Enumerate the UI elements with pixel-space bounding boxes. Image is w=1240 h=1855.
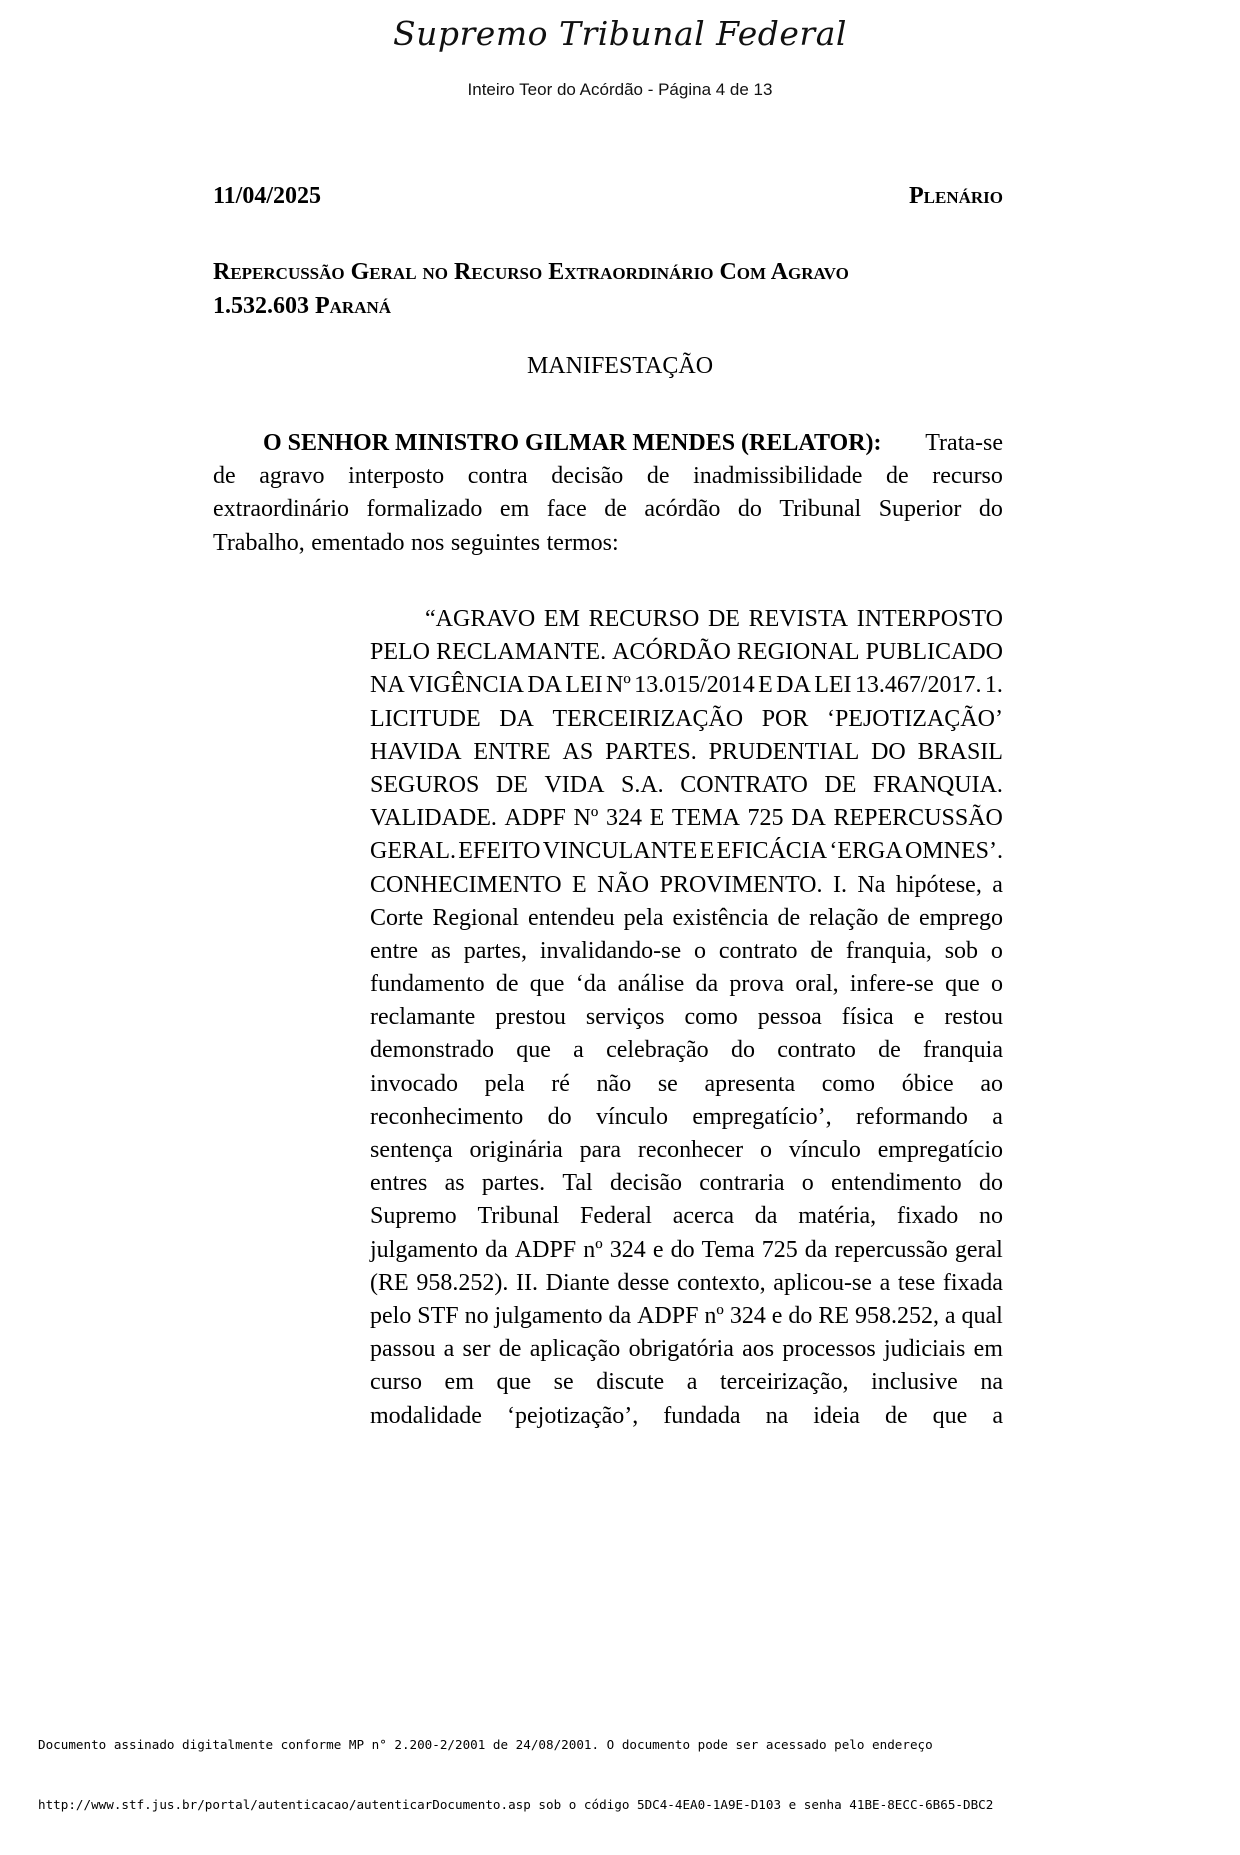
word: de [886, 463, 909, 490]
word: ACÓRDÃO [612, 639, 731, 666]
word: em [444, 1369, 474, 1396]
section-heading: MANIFESTAÇÃO [526, 353, 714, 379]
word: nº [583, 1236, 603, 1263]
quote-line [370, 1200, 1003, 1233]
word: julgamento [370, 1236, 478, 1263]
word: da [608, 1302, 632, 1329]
word: ao [980, 1070, 1003, 1097]
word: se [553, 1369, 574, 1396]
word: REGIONAL [736, 639, 860, 666]
word: processos [782, 1336, 876, 1363]
word: fixado [896, 1203, 959, 1230]
word: Supremo [370, 1203, 457, 1230]
speaker-label: O SENHOR MINISTRO GILMAR MENDES (RELATOR): [263, 430, 882, 456]
word: ‘pejotização’, [507, 1402, 639, 1429]
word: de [495, 971, 519, 998]
quote-line [370, 1167, 1003, 1200]
quote-line [370, 1034, 1003, 1067]
word: FRANQUIA. [872, 771, 1003, 798]
word: da [485, 1236, 508, 1263]
word: prova [729, 971, 785, 998]
word: EFICÁCIA [716, 838, 828, 865]
word: apresenta [704, 1070, 796, 1097]
word: terceirização, [719, 1369, 849, 1396]
word: acórdão [644, 496, 721, 523]
word: originária [469, 1137, 563, 1163]
word: VIGÊNCIA [408, 672, 524, 699]
word: E [649, 805, 665, 832]
word: entendeu [527, 904, 615, 931]
quote-line [370, 1267, 1003, 1300]
word: física [841, 1004, 894, 1031]
word: VALIDADE. [370, 805, 497, 832]
footer-line: Documento assinado digitalmente conforme MP n° 2.200-2/2001 de 24/08/2001. O documento pode ser acessado pelo endereço [38, 1737, 933, 1752]
word: I. [832, 871, 847, 898]
word: 13.015/2014 [634, 672, 755, 699]
word: Federal [580, 1203, 652, 1230]
word: Nº [573, 805, 599, 832]
word: de [777, 904, 801, 931]
quote-line [370, 769, 1003, 802]
word: pela [623, 904, 664, 931]
word: como [821, 1070, 876, 1097]
word: ser [462, 1336, 491, 1363]
word: do [670, 1236, 695, 1263]
word: a [992, 871, 1003, 898]
word: qual [961, 1302, 1003, 1329]
word: da [695, 971, 719, 998]
word: REPERCUSSÃO [833, 805, 1003, 832]
word: TEMA [671, 805, 740, 832]
word: STF [417, 1302, 459, 1329]
quote-line [370, 802, 1003, 835]
word: seguintes [450, 529, 541, 556]
word: ‘PEJOTIZAÇÃO’ [826, 705, 1003, 732]
word: 13.467/2017. [854, 672, 982, 699]
case-title [213, 255, 1003, 323]
word: extraordinário [213, 496, 349, 523]
case-title-line: 1.532.603 Paraná [213, 293, 392, 319]
word: reconhecer [637, 1137, 744, 1163]
quote-line [370, 1333, 1003, 1366]
word: (RE [370, 1269, 409, 1296]
word: EM [543, 606, 580, 632]
word: DA [527, 672, 563, 699]
word: aos [742, 1336, 775, 1363]
word: ‘ERGA [829, 838, 903, 865]
word: a [443, 1336, 455, 1363]
word: e [652, 1236, 664, 1263]
word: partes. [481, 1170, 546, 1197]
word: POR [761, 705, 809, 732]
word: entre [370, 937, 418, 964]
word: NÃO [597, 871, 650, 898]
word: CONTRATO [680, 771, 808, 798]
quote-line [370, 1068, 1003, 1101]
word: em [973, 1336, 1003, 1363]
word: Trabalho, [213, 529, 305, 556]
quote-line [370, 869, 1003, 902]
word: decisão [610, 1170, 682, 1197]
word: as [430, 937, 451, 964]
word: Tal [562, 1170, 593, 1197]
word: de [646, 463, 670, 490]
word: do [547, 1103, 572, 1130]
word: Tema [701, 1236, 755, 1263]
word: julgamento [494, 1302, 603, 1329]
word: que [945, 971, 980, 998]
quoted-ementa [370, 603, 1003, 1433]
word: decisão [551, 463, 624, 490]
word: II. [516, 1269, 538, 1296]
word: óbice [901, 1070, 954, 1097]
word: INTERPOSTO [856, 606, 1003, 632]
word: interposto [348, 463, 445, 490]
word: a [992, 1103, 1003, 1130]
word: HAVIDA [370, 738, 462, 765]
word: OMNES’. [904, 838, 1003, 865]
word: de [878, 1037, 901, 1064]
quote-line [370, 1400, 1003, 1433]
quote-line [370, 902, 1003, 935]
word: E [758, 672, 773, 699]
word: VINCULANTE [542, 838, 698, 865]
word: BRASIL [917, 738, 1003, 765]
word: LEI [814, 672, 852, 699]
word: PARTES. [605, 738, 697, 765]
word: ENTRE [473, 738, 551, 765]
word: LICITUDE [370, 705, 481, 732]
word: PROVIMENTO. [659, 871, 823, 898]
word: de [498, 1336, 522, 1363]
word: PELO [370, 639, 430, 666]
word: pelo [370, 1302, 412, 1329]
word: S.A. [621, 771, 664, 798]
word: AS [562, 738, 594, 765]
word: a [944, 1302, 956, 1329]
word: análise [617, 971, 685, 998]
word: de [884, 1402, 908, 1429]
word: 958.252). [416, 1269, 509, 1296]
word: e [771, 1302, 783, 1329]
word: reformando [855, 1103, 968, 1130]
word: discute [596, 1369, 665, 1396]
word: contrato [718, 937, 798, 964]
word: o [759, 1137, 772, 1163]
word: tese [897, 1269, 936, 1296]
word: ementado [311, 529, 405, 556]
word: obrigatória [628, 1336, 734, 1363]
word: contexto, [676, 1269, 766, 1296]
word: invocado [370, 1070, 458, 1097]
word: restou [944, 1004, 1003, 1031]
word: relação [809, 904, 879, 931]
word: Tribunal [779, 496, 862, 523]
word: a [573, 1037, 584, 1064]
judgment-date: 11/04/2025 [213, 183, 322, 209]
word: não [596, 1070, 632, 1097]
word: emprego [919, 904, 1003, 931]
court-name-header: Supremo Tribunal Federal [393, 14, 847, 53]
intro-paragraph [213, 427, 1003, 560]
word: recurso [932, 463, 1003, 490]
word: Diante [545, 1269, 610, 1296]
word: a [686, 1369, 698, 1396]
word: nº [704, 1302, 724, 1329]
line-text: Trata-se [925, 430, 1003, 456]
word: E [572, 871, 587, 898]
word: vínculo [788, 1137, 861, 1163]
word: RECURSO [588, 606, 700, 632]
quote-line [370, 636, 1003, 669]
word: fixada [942, 1269, 1003, 1296]
word: na [765, 1402, 789, 1429]
word: de [604, 496, 627, 523]
quote-line [370, 669, 1003, 702]
word: do [730, 1037, 755, 1064]
word: celebração [606, 1037, 709, 1064]
word: PUBLICADO [865, 639, 1003, 666]
word: desse [617, 1269, 670, 1296]
word: contra [467, 463, 528, 490]
word: e [913, 1004, 925, 1031]
word: franquia [923, 1037, 1003, 1064]
paragraph-line [213, 493, 1003, 526]
quote-line [370, 968, 1003, 1001]
word: VIDA [544, 771, 605, 798]
word: RE [818, 1302, 849, 1329]
word: inadmissibilidade [693, 463, 863, 490]
word: EFEITO [458, 838, 541, 865]
word: SEGUROS [370, 771, 480, 798]
quote-line [370, 603, 1003, 636]
word: ADPF [514, 1236, 577, 1263]
word: Tribunal [477, 1203, 560, 1230]
word: pela [484, 1070, 525, 1097]
word: do [978, 496, 1003, 523]
word: da [804, 1236, 828, 1263]
word: do [788, 1302, 813, 1329]
word: nos [411, 529, 445, 556]
word: curso [370, 1369, 422, 1396]
quote-line [370, 835, 1003, 868]
word: 324 [605, 805, 642, 832]
word: DE [707, 606, 740, 632]
word: E [699, 838, 715, 865]
word: matéria, [798, 1203, 877, 1230]
word: empregatício’, [692, 1103, 832, 1130]
quote-line [370, 1366, 1003, 1399]
word: reconhecimento [370, 1103, 524, 1130]
word: oral, [795, 971, 839, 998]
digital-signature-footer [38, 1695, 993, 1855]
word: CONHECIMENTO [370, 871, 562, 898]
word: que [516, 1037, 551, 1064]
word: Regional [432, 904, 519, 931]
word: que [496, 1369, 532, 1396]
word: termos: [546, 529, 619, 556]
word: entendimento [831, 1170, 962, 1197]
quote-line [370, 736, 1003, 769]
word: invalidando-se [539, 937, 682, 964]
word: prestou [495, 1004, 566, 1031]
quote-line [370, 1300, 1003, 1333]
session-type: Plenário [908, 183, 1003, 209]
word: que [529, 971, 565, 998]
word: inclusive [871, 1369, 958, 1396]
word: ‘da [575, 971, 607, 998]
word: agravo [259, 463, 325, 490]
word: PRUDENTIAL [708, 738, 860, 765]
word: 1. [984, 672, 1003, 699]
word: no [978, 1203, 1003, 1230]
paragraph-line [213, 460, 1003, 493]
word: de [887, 904, 911, 931]
word: para [579, 1137, 621, 1163]
word: formalizado [366, 496, 483, 523]
word: reclamante [370, 1004, 476, 1031]
word: judiciais [884, 1336, 966, 1363]
word: contrato [777, 1037, 856, 1064]
word: DA [776, 672, 811, 699]
word: o [990, 971, 1003, 998]
word: o [990, 937, 1003, 964]
word: de [213, 463, 236, 490]
word: modalidade [370, 1402, 482, 1429]
word: Na [857, 871, 886, 898]
word: se [657, 1070, 678, 1097]
word: o [801, 1170, 814, 1197]
word: ideia [813, 1402, 860, 1429]
word: GERAL. [370, 838, 456, 865]
word: sob [944, 937, 979, 964]
quote-line [370, 1001, 1003, 1034]
word: ADPF [637, 1302, 699, 1329]
word: como [684, 1004, 738, 1031]
word: DO [871, 738, 906, 765]
word: ADPF [504, 805, 566, 832]
word: aplicou-se [773, 1269, 872, 1296]
word: acerca [672, 1203, 734, 1230]
footer-line: http://www.stf.jus.br/portal/autenticacao/autenticarDocumento.asp sob o código 5DC4-4EA0-1A9E-D103 e senha 41BE-8ECC-6B65-DBC2 [38, 1797, 994, 1812]
word: Nº [606, 672, 631, 699]
word: contraria [699, 1170, 785, 1197]
word: face [546, 496, 587, 523]
word: franquia, [845, 937, 932, 964]
word: geral [954, 1236, 1003, 1263]
word: passou [370, 1336, 436, 1363]
case-title-line: Repercussão Geral no Recurso Extraordinário Com Agravo [213, 259, 849, 285]
word: 725 [761, 1236, 798, 1263]
word: aplicação [529, 1336, 621, 1363]
word: as [444, 1170, 465, 1197]
word: pessoa [757, 1004, 822, 1031]
word: RECLAMANTE. [436, 639, 607, 666]
word: NA [370, 672, 405, 699]
quote-line [370, 935, 1003, 968]
word: sentença [370, 1137, 453, 1163]
word: o [694, 937, 707, 964]
quote-line [370, 1134, 1003, 1167]
word: DE [824, 771, 857, 798]
word: REVISTA [748, 606, 849, 632]
word: DA [499, 705, 534, 732]
word: partes, [463, 937, 527, 964]
word: DE [495, 771, 528, 798]
word: infere-se [849, 971, 934, 998]
word: no [464, 1302, 489, 1329]
word: “AGRAVO [425, 606, 536, 632]
word: 725 [747, 805, 784, 832]
word: da [754, 1203, 778, 1230]
word: 324 [609, 1236, 646, 1263]
word: 958.252, [854, 1302, 939, 1329]
word: vínculo [595, 1103, 668, 1130]
word: demonstrado [370, 1037, 494, 1064]
word: fundamento [370, 971, 485, 998]
quote-line [370, 703, 1003, 736]
word: Superior [878, 496, 962, 523]
quote-line [370, 1234, 1003, 1267]
word: Corte [370, 904, 424, 931]
word: ré [551, 1070, 570, 1097]
word: fundada [663, 1402, 741, 1429]
word: a [879, 1269, 891, 1296]
page-info: Inteiro Teor do Acórdão - Página 4 de 13 [467, 80, 773, 99]
word: do [737, 496, 762, 523]
word: empregatício [877, 1137, 1003, 1163]
word: a [992, 1402, 1003, 1429]
paragraph-line [213, 527, 1003, 560]
word: LEI [565, 672, 603, 699]
word: na [980, 1369, 1003, 1396]
word: 324 [729, 1302, 766, 1329]
word: existência [672, 904, 769, 931]
word: que [932, 1402, 968, 1429]
word: em [499, 496, 530, 523]
quote-line [370, 1101, 1003, 1134]
paragraph-line [213, 427, 1003, 460]
word: serviços [585, 1004, 665, 1031]
word: DA [791, 805, 826, 832]
word: hipótese, [895, 871, 982, 898]
word: TERCEIRIZAÇÃO [552, 705, 744, 732]
word: de [810, 937, 834, 964]
word: entres [370, 1170, 428, 1197]
word: do [978, 1170, 1003, 1197]
word: repercussão [834, 1236, 948, 1263]
